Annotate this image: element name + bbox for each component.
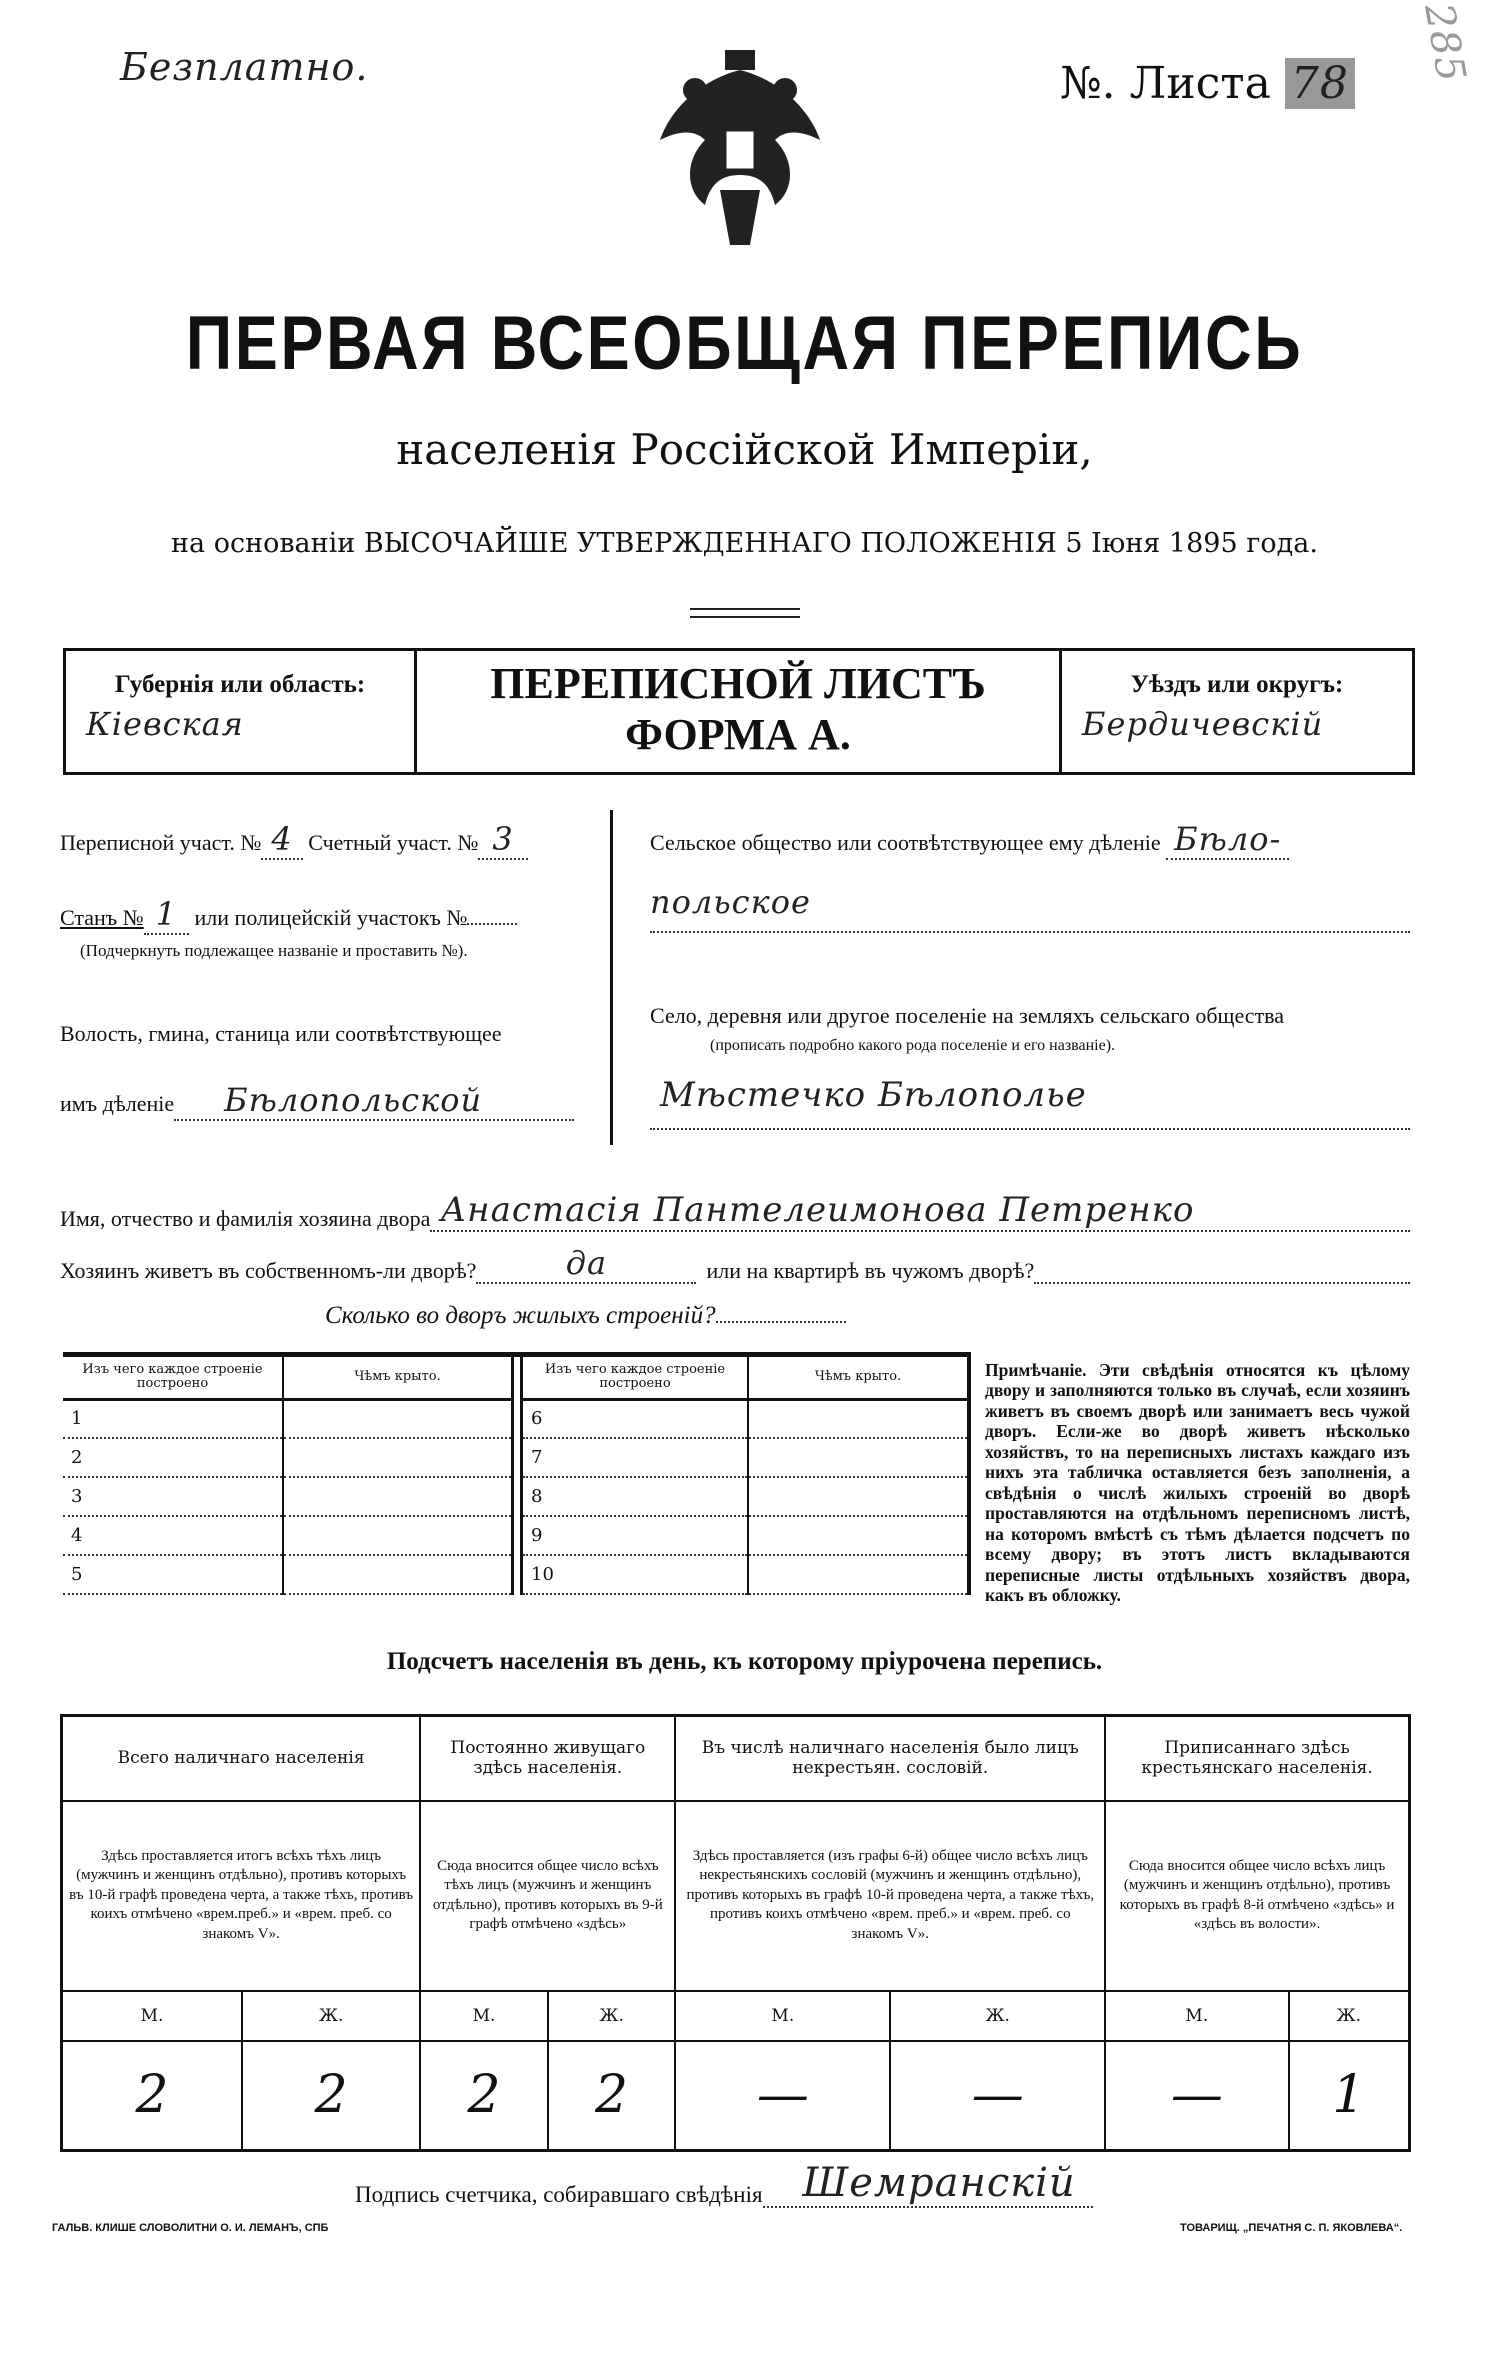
- male-count[interactable]: 2: [62, 2041, 243, 2151]
- rent-label: или на квартирѣ въ чужомъ дворѣ?: [706, 1258, 1035, 1283]
- printer-left: ГАЛЬВ. КЛИШЕ СЛОВОЛИТНИ О. И. ЛЕМАНЪ, СПБ: [52, 2222, 329, 2234]
- structure-row: [63, 1516, 511, 1555]
- count-district-value[interactable]: 3: [478, 820, 527, 860]
- village-value[interactable]: Мѣстечко Бѣлополье: [650, 1075, 1410, 1130]
- census-district-label: Переписной участ. №: [60, 830, 262, 855]
- roof-cell[interactable]: [283, 1438, 511, 1477]
- census-district-value[interactable]: 4: [261, 820, 302, 860]
- form-title-box: [417, 658, 1059, 760]
- gubernia-box: [63, 648, 417, 775]
- roof-cell[interactable]: [748, 1438, 969, 1477]
- male-count[interactable]: 2: [420, 2041, 548, 2151]
- free-of-charge-label: Безплатно.: [120, 45, 369, 89]
- row-number: 6: [523, 1399, 748, 1438]
- structure-row: [63, 1555, 511, 1594]
- population-col-header: Въ числѣ наличнаго населенія было лицъ некрестьян. сословій.: [675, 1716, 1105, 1801]
- volost-value[interactable]: Бѣлопольской: [174, 1081, 574, 1121]
- page-title: ПЕРВАЯ ВСЕОБЩАЯ ПЕРЕПИСЬ: [185, 301, 1304, 386]
- col-material: Изъ чего каждое строеніе построено: [523, 1357, 748, 1399]
- rent-field[interactable]: [1034, 1282, 1410, 1284]
- signature-value: Шемранскій: [763, 2160, 1093, 2208]
- uezd-box: [1059, 648, 1415, 775]
- police-district-label: или полицейскій участокъ №: [194, 905, 468, 930]
- own-yard-value[interactable]: да: [476, 1244, 696, 1284]
- count-district-label: Счетный участ. №: [308, 830, 479, 855]
- population-title: Подсчетъ населенія въ день, къ которому пріурочена перепись.: [386, 1648, 1103, 1675]
- population-col-header: Постоянно живущаго здѣсь населенія.: [420, 1716, 675, 1801]
- row-number: 4: [63, 1516, 283, 1555]
- female-label: Ж.: [890, 1991, 1105, 2041]
- society-value-1[interactable]: Бѣло-: [1166, 820, 1289, 860]
- female-count[interactable]: 2: [242, 2041, 420, 2151]
- row-number: 9: [523, 1516, 748, 1555]
- owner-name-label: Имя, отчество и фамилія хозяина двора: [60, 1206, 431, 1231]
- volost-label: Волость, гмина, станица или соотвѣтствующее: [60, 1021, 502, 1046]
- population-col-header: Всего наличнаго населенія: [62, 1716, 421, 1801]
- female-count[interactable]: 1: [1289, 2041, 1410, 2151]
- structure-row: [523, 1477, 969, 1516]
- buildings-question: Сколько во дворъ жилыхъ строеній?: [325, 1302, 716, 1329]
- owner-fields: [60, 1190, 1410, 1330]
- imperial-eagle-emblem: [655, 40, 825, 255]
- police-district-field[interactable]: [467, 923, 517, 925]
- population-col-header: Приписаннаго здѣсь крестьянскаго населенія.: [1105, 1716, 1409, 1801]
- gubernia-label: Губернія или область:: [114, 671, 366, 698]
- page-subtitle: населенія Россійской Имперіи,: [396, 425, 1093, 474]
- male-count[interactable]: —: [1105, 2041, 1288, 2151]
- structure-row: [523, 1399, 969, 1438]
- male-label: М.: [1105, 1991, 1288, 2041]
- roof-cell[interactable]: [748, 1399, 969, 1438]
- female-label: Ж.: [242, 1991, 420, 2041]
- owner-name-value[interactable]: Анастасія Пантелеимонова Петренко: [430, 1190, 1410, 1232]
- society-label: Сельское общество или соотвѣтствующее ему дѣленіе: [650, 830, 1161, 855]
- sheet-label: №. Листа: [1060, 58, 1271, 109]
- stan-label: Станъ №: [60, 905, 144, 930]
- village-label: Село, деревня или другое поселеніе на земляхъ сельскаго общества: [650, 1003, 1285, 1028]
- structure-row: [63, 1438, 511, 1477]
- structure-row: [523, 1438, 969, 1477]
- roof-cell[interactable]: [283, 1477, 511, 1516]
- row-number: 7: [523, 1438, 748, 1477]
- sheet-number-label: [1060, 58, 1355, 109]
- male-label: М.: [62, 1991, 243, 2041]
- buildings-field[interactable]: [716, 1321, 846, 1323]
- male-count[interactable]: —: [675, 2041, 890, 2151]
- population-col-desc: Здѣсь проставляется итогъ всѣхъ тѣхъ лицъ (мужчинъ и женщинъ отдѣльно), противъ которыхъ въ 10-й графѣ проведена черта, а также тѣхъ, противъ коихъ отмѣчено «врем.преб.» и «врем. преб. со знакомъ V».: [62, 1801, 421, 1991]
- structure-row: [523, 1516, 969, 1555]
- female-count[interactable]: —: [890, 2041, 1105, 2151]
- row-number: 3: [63, 1477, 283, 1516]
- volost-label-2: имъ дѣленіе: [60, 1091, 175, 1116]
- ornament-divider: [690, 608, 800, 618]
- row-number: 5: [63, 1555, 283, 1594]
- left-fields: [60, 820, 600, 1121]
- row-number: 8: [523, 1477, 748, 1516]
- sheet-number: 78: [1285, 58, 1355, 109]
- structure-row: [523, 1555, 969, 1594]
- roof-cell[interactable]: [283, 1516, 511, 1555]
- structures-right: [523, 1357, 971, 1595]
- roof-cell[interactable]: [748, 1477, 969, 1516]
- col-roof: Чѣмъ крыто.: [748, 1357, 969, 1399]
- roof-cell[interactable]: [748, 1555, 969, 1594]
- printer-right: ТОВАРИЩ. „ПЕЧАТНЯ С. П. ЯКОВЛЕВА“.: [1180, 2222, 1403, 2234]
- signature-line: [355, 2160, 1093, 2208]
- roof-cell[interactable]: [283, 1399, 511, 1438]
- population-col-desc: Сюда вносится общее число всѣхъ тѣхъ лицъ (мужчинъ и женщинъ отдѣльно), противъ которыхъ въ 9-й графѣ отмѣчено «здѣсь»: [420, 1801, 675, 1991]
- structures-left: [63, 1357, 511, 1595]
- col-roof: Чѣмъ крыто.: [283, 1357, 511, 1399]
- own-yard-label: Хозяинъ живетъ въ собственномъ-ли дворѣ?: [60, 1258, 477, 1283]
- col-material: Изъ чего каждое строеніе построено: [63, 1357, 283, 1399]
- village-note: (прописать подробно какого рода поселеніе и его названіе).: [710, 1037, 1116, 1054]
- male-label: М.: [675, 1991, 890, 2041]
- note-text: Примѣчаніе. Эти свѣдѣнія относятся къ цѣлому двору и заполняются только въ случаѣ, если хозяинъ живетъ въ своемъ дворѣ или занимаетъ весь чужой дворъ. Если-же во дворѣ живетъ нѣсколько хозяйствъ, то на переписныхъ листахъ каждаго изъ нихъ эта табличка оставляется безъ заполненія, а свѣдѣнія о числѣ жилыхъ строеній во дворѣ проставляются на отдѣльномъ переписномъ листѣ, на которомъ вмѣстѣ съ тѣмъ дѣлается подсчетъ по всему двору; въ этотъ листъ вкладываются переписные листы отдѣльныхъ хозяйствъ двора, какъ въ обложку.: [985, 1360, 1410, 1606]
- roof-cell[interactable]: [748, 1516, 969, 1555]
- form-subtitle: ФОРМА А.: [625, 710, 851, 759]
- female-label: Ж.: [1289, 1991, 1410, 2041]
- population-col-desc: Здѣсь проставляется (изъ графы 6-й) общее число всѣхъ лицъ некрестьянскихъ сословій (мужчинъ и женщинъ отдѣльно), противъ которыхъ въ графѣ 10-й проведена черта, а также тѣхъ, противъ коихъ отмѣчено «врем. преб.» и «врем. преб. со знакомъ V».: [675, 1801, 1105, 1991]
- signature-label: Подпись счетчика, собиравшаго свѣдѣнія: [355, 2182, 763, 2207]
- uezd-label: Уѣздъ или округъ:: [1130, 671, 1344, 698]
- stan-value[interactable]: 1: [144, 895, 189, 935]
- structure-row: [63, 1399, 511, 1438]
- gubernia-value: Кіевская: [86, 705, 244, 743]
- female-label: Ж.: [548, 1991, 676, 2041]
- uezd-value: Бердичевскій: [1082, 705, 1324, 743]
- row-number: 1: [63, 1399, 283, 1438]
- population-col-desc: Сюда вносится общее число всѣхъ лицъ (мужчинъ и женщинъ отдѣльно), противъ которыхъ въ графѣ 8-й отмѣчено «здѣсь» и «здѣсь въ волости».: [1105, 1801, 1409, 1991]
- roof-cell[interactable]: [283, 1555, 511, 1594]
- form-title: ПЕРЕПИСНОЙ ЛИСТЪ: [490, 659, 986, 708]
- society-value-2[interactable]: польское: [650, 883, 1410, 933]
- section-divider: [610, 810, 613, 1145]
- female-count[interactable]: 2: [548, 2041, 676, 2151]
- structures-table: [63, 1352, 971, 1595]
- row-number: 2: [63, 1438, 283, 1477]
- male-label: М.: [420, 1991, 548, 2041]
- right-fields: [650, 820, 1410, 1130]
- underline-note: (Подчеркнуть подлежащее названіе и проставить №).: [80, 941, 468, 960]
- population-table: [60, 1714, 1411, 2152]
- margin-mark: 285: [1415, 0, 1475, 87]
- row-number: 10: [523, 1555, 748, 1594]
- structure-row: [63, 1477, 511, 1516]
- basis-line: на основаніи ВЫСОЧАЙШЕ УТВЕРЖДЕННАГО ПОЛОЖЕНІЯ 5 Іюня 1895 года.: [171, 528, 1318, 559]
